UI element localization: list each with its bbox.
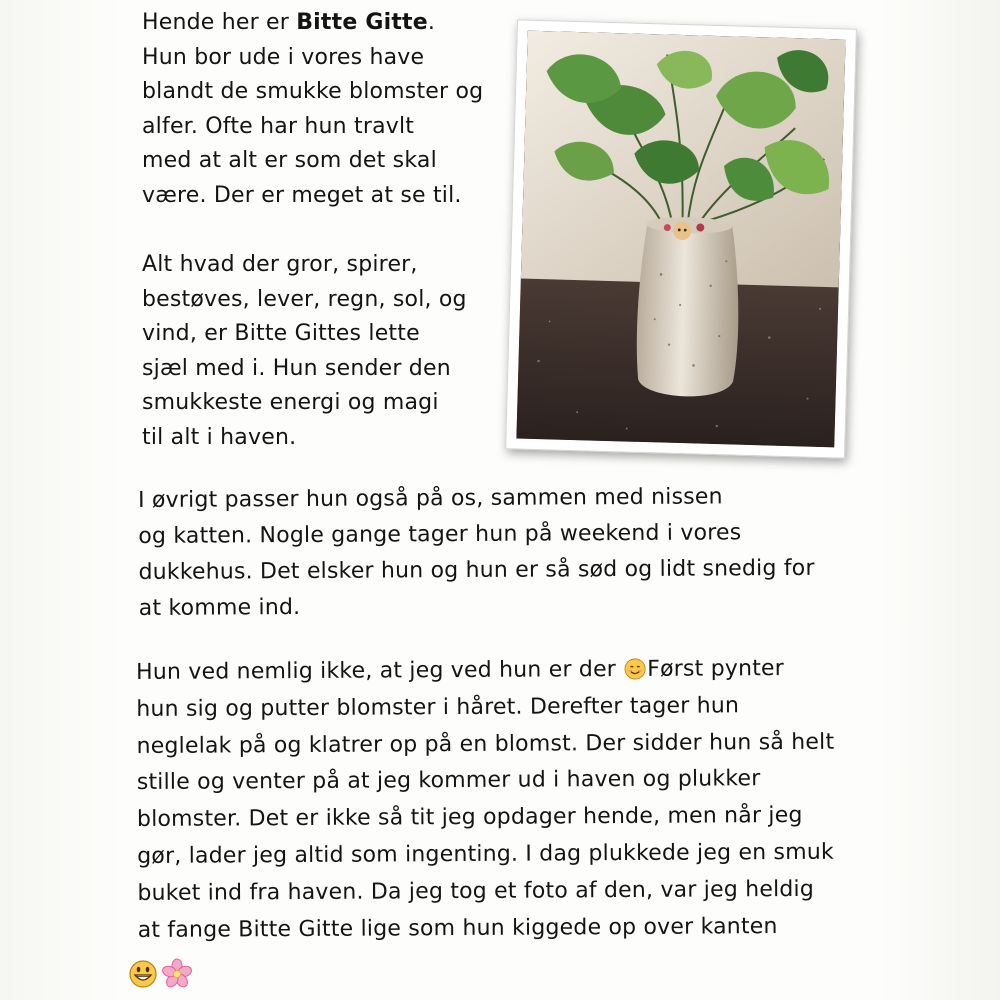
- text-line: neglelak på og klatrer op på en blomst. Der sidder hun så helt: [136, 729, 835, 759]
- text-line: gør, lader jeg altid som ingenting. I dag plukkede jeg en smuk: [137, 839, 834, 869]
- text-line: og katten. Nogle gange tager hun på weekend i vores: [138, 520, 742, 549]
- vase-photo: [505, 19, 857, 458]
- text-span: Hende her er: [142, 10, 297, 35]
- text-line: alfer. Ofte har hun travlt: [142, 113, 415, 139]
- ending-emoji-row: [128, 957, 198, 991]
- text-line: smukkeste energi og magi: [142, 390, 439, 415]
- text-line: [142, 6, 483, 41]
- flower-vase-illustration: [516, 31, 845, 448]
- text-line: Alt hvad der gror, spirer,: [142, 252, 418, 277]
- text-line: sjæl med i. Hun sender den: [142, 355, 451, 381]
- text-line: blandt de smukke blomster og: [142, 79, 484, 104]
- vase-photo-image: [516, 31, 845, 448]
- text-line: være. Der er meget at se til.: [142, 182, 462, 208]
- text-line: I øvrigt passer hun også på os, sammen med nissen: [138, 484, 723, 513]
- dollhouse-paragraph: [138, 479, 815, 627]
- text-line: til alt i haven.: [142, 424, 297, 450]
- text-span: .: [427, 10, 436, 35]
- garden-paragraph: [142, 248, 467, 455]
- text-line: med at alt er som det skal: [142, 148, 437, 173]
- grinning-face-icon: [130, 961, 156, 987]
- text-line: at komme ind.: [138, 595, 301, 621]
- text-span: Først pynter: [647, 656, 785, 682]
- story-paragraph: [136, 651, 836, 950]
- text-line: buket ind fra haven. Da jeg tog et foto af den, var jeg heldig: [137, 876, 815, 906]
- cherry-blossom-icon: [161, 959, 193, 989]
- smiling-face-icon: [624, 658, 646, 680]
- text-span: Hun ved nemlig ikke, at jeg ved hun er der: [136, 657, 624, 685]
- intro-paragraph: [142, 6, 483, 213]
- character-name: Bitte Gitte: [296, 10, 428, 35]
- text-line: Hun bor ude i vores have: [142, 44, 425, 70]
- text-line: vind, er Bitte Gittes lette: [142, 321, 420, 346]
- text-line: blomster. Det er ikke så tit jeg opdager hende, men når jeg: [136, 803, 803, 833]
- text-line: hun sig og putter blomster i håret. Derefter tager hun: [136, 693, 740, 722]
- text-line: dukkehus. Det elsker hun og hun er så sød og lidt snedig for: [138, 555, 815, 585]
- text-line: stille og venter på at jeg kommer ud i haven og plukker: [136, 766, 761, 796]
- text-line: at fange Bitte Gitte lige som hun kiggede op over kanten: [137, 913, 778, 943]
- text-line: [136, 651, 834, 692]
- text-line: bestøves, lever, regn, sol, og: [142, 286, 467, 312]
